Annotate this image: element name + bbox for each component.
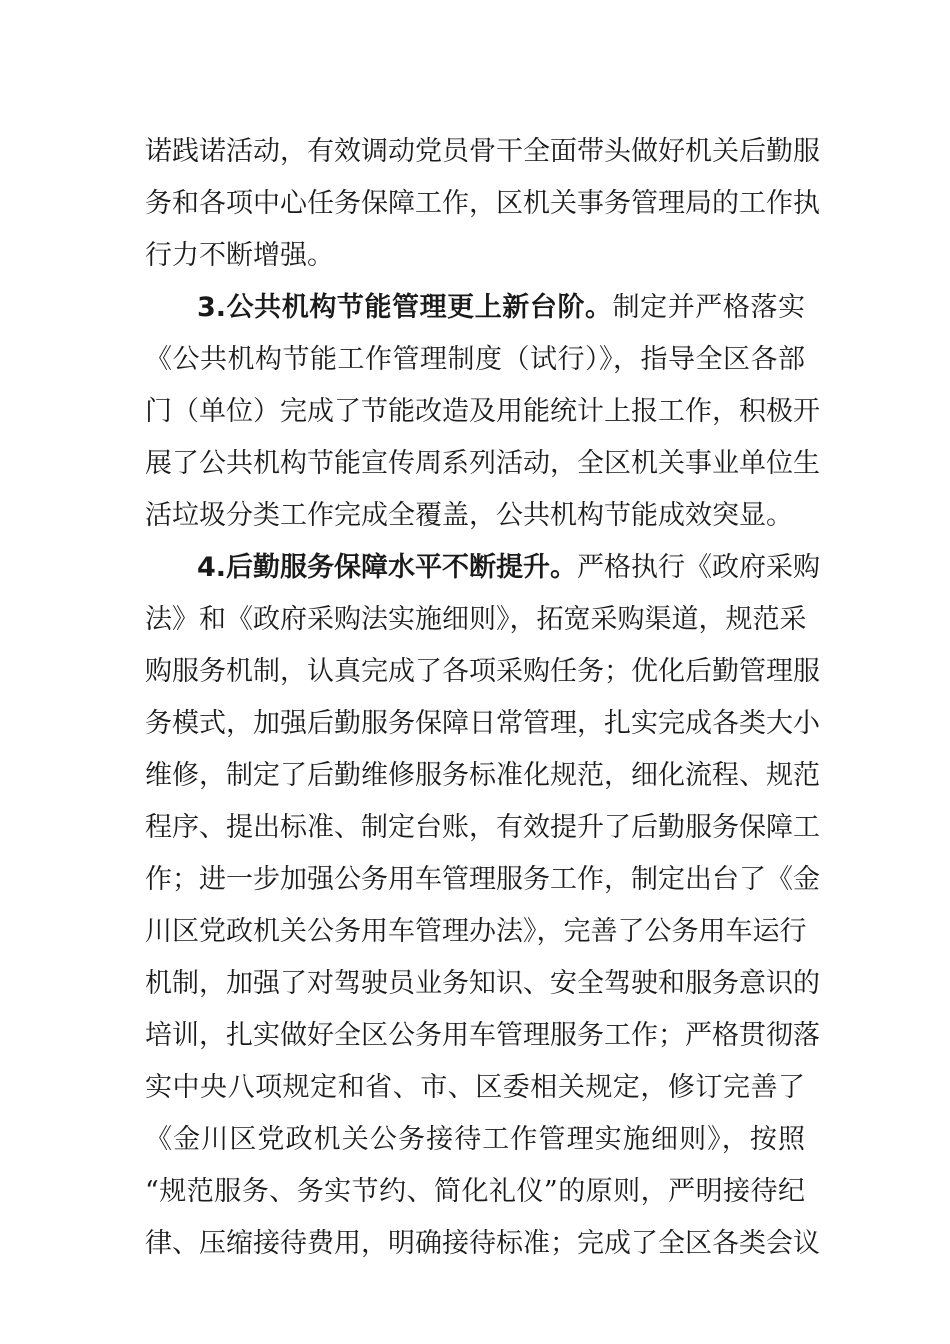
- paragraph-3-line-9: 机制，加强了对驾驶员业务知识、安全驾驶和服务意识的: [145, 968, 820, 999]
- paragraph-2-heading: 3.公共机构节能管理更上新台阶。: [197, 292, 613, 323]
- paragraph-3-line-14: 律、压缩接待费用，明确接待标准；完成了全区各类会议: [145, 1228, 820, 1259]
- paragraph-2-line-3: 门（单位）完成了节能改造及用能统计上报工作，积极开: [145, 396, 820, 427]
- paragraph-3-line-4: 务模式，加强后勤服务保障日常管理，扎实完成各类大小: [145, 708, 820, 739]
- paragraph-3-first-line-text: 严格执行《政府采购: [577, 552, 821, 583]
- paragraph-3-line-6: 程序、提出标准、制定台账，有效提升了后勤服务保障工: [145, 812, 820, 843]
- paragraph-3-line-5: 维修，制定了后勤维修服务标准化规范，细化流程、规范: [145, 760, 820, 791]
- paragraph-3-line-8: 川区党政机关公务用车管理办法》，完善了公务用车运行: [145, 916, 807, 947]
- paragraph-3-first-line: [197, 542, 821, 594]
- paragraph-3-line-12: 《金川区党政机关公务接待工作管理实施细则》，按照: [145, 1124, 805, 1155]
- paragraph-3-line-2: 法》和《政府采购法实施细则》，拓宽采购渠道，规范采: [145, 604, 807, 635]
- paragraph-3-line-13: “规范服务、务实节约、简化礼仪”的原则，严明接待纪: [145, 1176, 805, 1207]
- paragraph-3-heading: 4.后勤服务保障水平不断提升。: [197, 552, 578, 583]
- paragraph-3-line-11: 实中央八项规定和省、市、区委相关规定，修订完善了: [145, 1072, 805, 1103]
- paragraph-2-line-5: 活垃圾分类工作完成全覆盖，公共机构节能成效突显。: [145, 500, 793, 531]
- paragraph-3-line-10: 培训，扎实做好全区公务用车管理服务工作；严格贯彻落: [145, 1020, 820, 1051]
- paragraph-3-line-7: 作；进一步加强公务用车管理服务工作，制定出台了《金: [145, 864, 820, 895]
- paragraph-3-line-3: 购服务机制，认真完成了各项采购任务；优化后勤管理服: [145, 656, 820, 687]
- paragraph-2-line-2: 《公共机构节能工作管理制度（试行）》，指导全区各部: [145, 344, 805, 375]
- paragraph-2-first-line-text: 制定并严格落实: [612, 292, 806, 323]
- paragraph-1-line-2: 务和各项中心任务保障工作，区机关事务管理局的工作执: [145, 188, 820, 219]
- paragraph-2-first-line: [197, 282, 805, 334]
- paragraph-1-line-1: 诺践诺活动，有效调动党员骨干全面带头做好机关后勤服: [145, 136, 820, 167]
- paragraph-2-line-4: 展了公共机构节能宣传周系列活动，全区机关事业单位生: [145, 448, 820, 479]
- paragraph-1-line-3: 行力不断增强。: [145, 240, 334, 271]
